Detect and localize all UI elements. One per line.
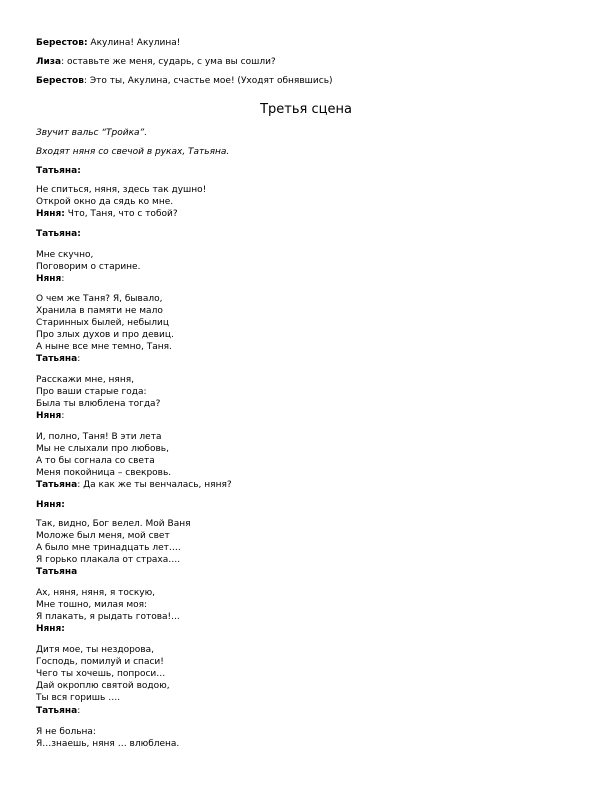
verse-line: Мне тошно, милая моя: bbox=[36, 600, 148, 610]
verse-line: Я…знаешь, няня … влюблена. bbox=[36, 739, 180, 749]
line-text: : Это ты, Акулина, счастье мое! (Уходят обнявшись) bbox=[83, 76, 333, 86]
speaker-heading bbox=[36, 166, 81, 177]
line-text: : оставьте же меня, сударь, с ума вы сошли? bbox=[61, 57, 276, 67]
speaker-heading bbox=[36, 624, 65, 635]
speaker-name: Берестов bbox=[36, 76, 84, 86]
verse-line: Меня покойница – свекровь. bbox=[36, 468, 172, 478]
speaker-name: Няня: bbox=[36, 624, 65, 634]
verse-line bbox=[36, 209, 178, 220]
verse-line: Моложе был меня, мой свет bbox=[36, 531, 170, 541]
stage-direction: Входят няня со свечой в руках, Татьяна. bbox=[36, 147, 230, 157]
speaker-heading bbox=[36, 500, 65, 511]
speaker-name: Няня: bbox=[36, 209, 65, 219]
speaker-name: Няня bbox=[36, 411, 62, 421]
verse-line: Я горько плакала от страха…. bbox=[36, 555, 181, 565]
verse-line: Дай окроплю святой водою, bbox=[36, 681, 170, 691]
verse-line: Про ваши старые года: bbox=[36, 387, 147, 397]
line-text: : Да как же ты венчалась, няня? bbox=[77, 480, 232, 490]
verse-line: О чем же Таня? Я, бывало, bbox=[36, 294, 163, 304]
line-text: Что, Таня, что с тобой? bbox=[64, 209, 178, 219]
line-text: Акулина! Акулина! bbox=[87, 38, 181, 48]
verse-line: А было мне тринадцать лет…. bbox=[36, 543, 181, 553]
speaker-suffix: : bbox=[61, 274, 65, 284]
speaker-heading bbox=[36, 229, 81, 240]
verse-line: Чего ты хочешь, попроси… bbox=[36, 669, 166, 679]
intro-line-1 bbox=[36, 38, 180, 49]
verse-line: Так, видно, Бог велел. Мой Ваня bbox=[36, 519, 191, 529]
verse-line: Мне скучно, bbox=[36, 250, 94, 260]
verse-line: Мы не слыхали про любовь, bbox=[36, 444, 169, 454]
verse-line bbox=[36, 480, 232, 491]
verse-line: Расскажи мне, няня, bbox=[36, 375, 134, 385]
speaker-name: Няня: bbox=[36, 500, 65, 510]
verse-line: Не спиться, няня, здесь так душно! bbox=[36, 185, 207, 195]
verse-line: Про злых духов и про девиц. bbox=[36, 330, 174, 340]
stage-direction: Звучит вальс “Тройка”. bbox=[36, 128, 148, 138]
speaker-name: Няня bbox=[36, 274, 62, 284]
speaker-heading bbox=[36, 354, 80, 365]
speaker-name: Татьяна bbox=[36, 706, 78, 716]
speaker-name: Татьяна bbox=[36, 354, 78, 364]
speaker-name: Берестов: bbox=[36, 38, 88, 48]
verse-line: Хранила в памяти не мало bbox=[36, 306, 163, 316]
verse-line: Была ты влюблена тогда? bbox=[36, 399, 161, 409]
verse-line: И, полно, Таня! В эти лета bbox=[36, 432, 162, 442]
intro-line-2 bbox=[36, 57, 276, 68]
speaker-heading bbox=[36, 274, 64, 285]
scene-title: Третья сцена bbox=[260, 102, 352, 117]
speaker-name: Татьяна: bbox=[36, 166, 81, 176]
verse-line: Господь, помилуй и спаси! bbox=[36, 657, 164, 667]
speaker-name: Татьяна: bbox=[36, 229, 81, 239]
speaker-heading bbox=[36, 411, 64, 422]
verse-line: Старинных былей, небылиц bbox=[36, 318, 169, 328]
speaker-heading bbox=[36, 706, 80, 717]
verse-line: Поговорим о старине. bbox=[36, 262, 141, 272]
verse-line: Я не больна: bbox=[36, 727, 96, 737]
speaker-suffix: : bbox=[77, 354, 81, 364]
intro-line-3 bbox=[36, 76, 333, 87]
verse-line: А ныне все мне темно, Таня. bbox=[36, 342, 172, 352]
speaker-name: Татьяна bbox=[36, 480, 78, 490]
verse-line: Ах, няня, няня, я тоскую, bbox=[36, 588, 156, 598]
speaker-suffix: : bbox=[61, 411, 65, 421]
speaker-suffix: : bbox=[77, 706, 81, 716]
speaker-name: Татьяна bbox=[36, 567, 78, 577]
speaker-heading bbox=[36, 567, 77, 578]
verse-line: Дитя мое, ты нездорова, bbox=[36, 645, 154, 655]
verse-line: Открой окно да сядь ко мне. bbox=[36, 197, 174, 207]
verse-line: Ты вся горишь …. bbox=[36, 693, 121, 703]
speaker-name: Лиза bbox=[36, 57, 62, 67]
verse-line: А то бы согнала со света bbox=[36, 456, 155, 466]
verse-line: Я плакать, я рыдать готова!... bbox=[36, 612, 180, 622]
